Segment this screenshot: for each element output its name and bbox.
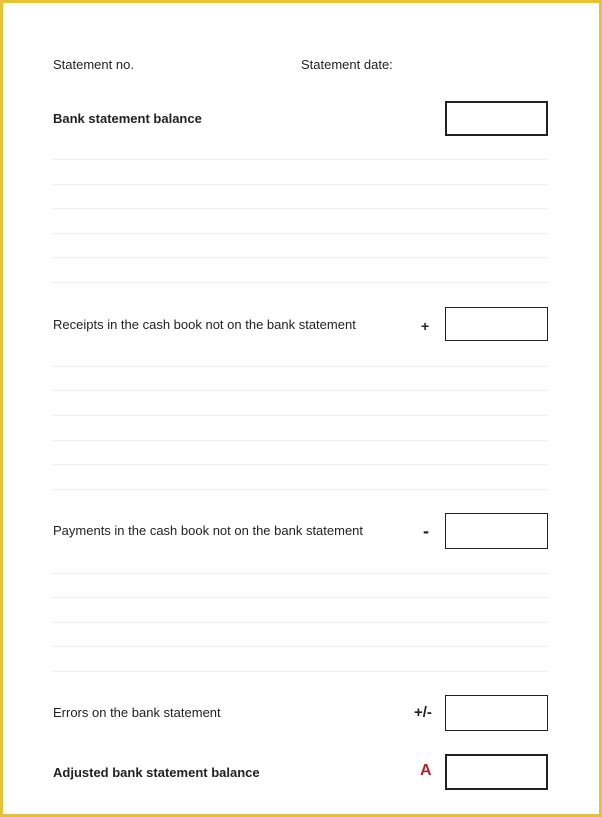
minus-sign: - [423, 521, 429, 541]
payments-box[interactable] [445, 513, 548, 549]
entry-line[interactable] [52, 597, 548, 598]
entry-line[interactable] [52, 671, 548, 672]
bank-statement-balance-box[interactable] [445, 101, 548, 136]
plus-minus-sign: +/- [414, 704, 432, 721]
entry-line[interactable] [52, 464, 548, 465]
entry-line[interactable] [52, 233, 548, 234]
entry-line[interactable] [52, 208, 548, 209]
entry-line[interactable] [52, 646, 548, 647]
entry-line[interactable] [52, 159, 548, 160]
entry-line[interactable] [52, 415, 548, 416]
bank-statement-balance-label: Bank statement balance [53, 111, 202, 126]
payments-label: Payments in the cash book not on the bank statement [53, 523, 364, 538]
adjusted-balance-box[interactable] [445, 754, 548, 790]
entry-line[interactable] [52, 573, 548, 574]
entry-line[interactable] [52, 489, 548, 490]
statement-date-label: Statement date: [301, 57, 393, 72]
statement-no-label: Statement no. [53, 57, 134, 72]
receipts-box[interactable] [445, 307, 548, 341]
adjusted-balance-label: Adjusted bank statement balance [53, 765, 260, 780]
entry-line[interactable] [52, 184, 548, 185]
errors-label: Errors on the bank statement [53, 705, 221, 720]
receipts-label: Receipts in the cash book not on the bank statement [53, 317, 356, 332]
plus-sign: + [421, 318, 430, 334]
entry-line[interactable] [52, 366, 548, 367]
entry-line[interactable] [52, 282, 548, 283]
entry-line[interactable] [52, 622, 548, 623]
entry-line[interactable] [52, 257, 548, 258]
entry-line[interactable] [52, 390, 548, 391]
errors-box[interactable] [445, 695, 548, 731]
adjusted-marker: A [420, 762, 432, 779]
entry-line[interactable] [52, 440, 548, 441]
